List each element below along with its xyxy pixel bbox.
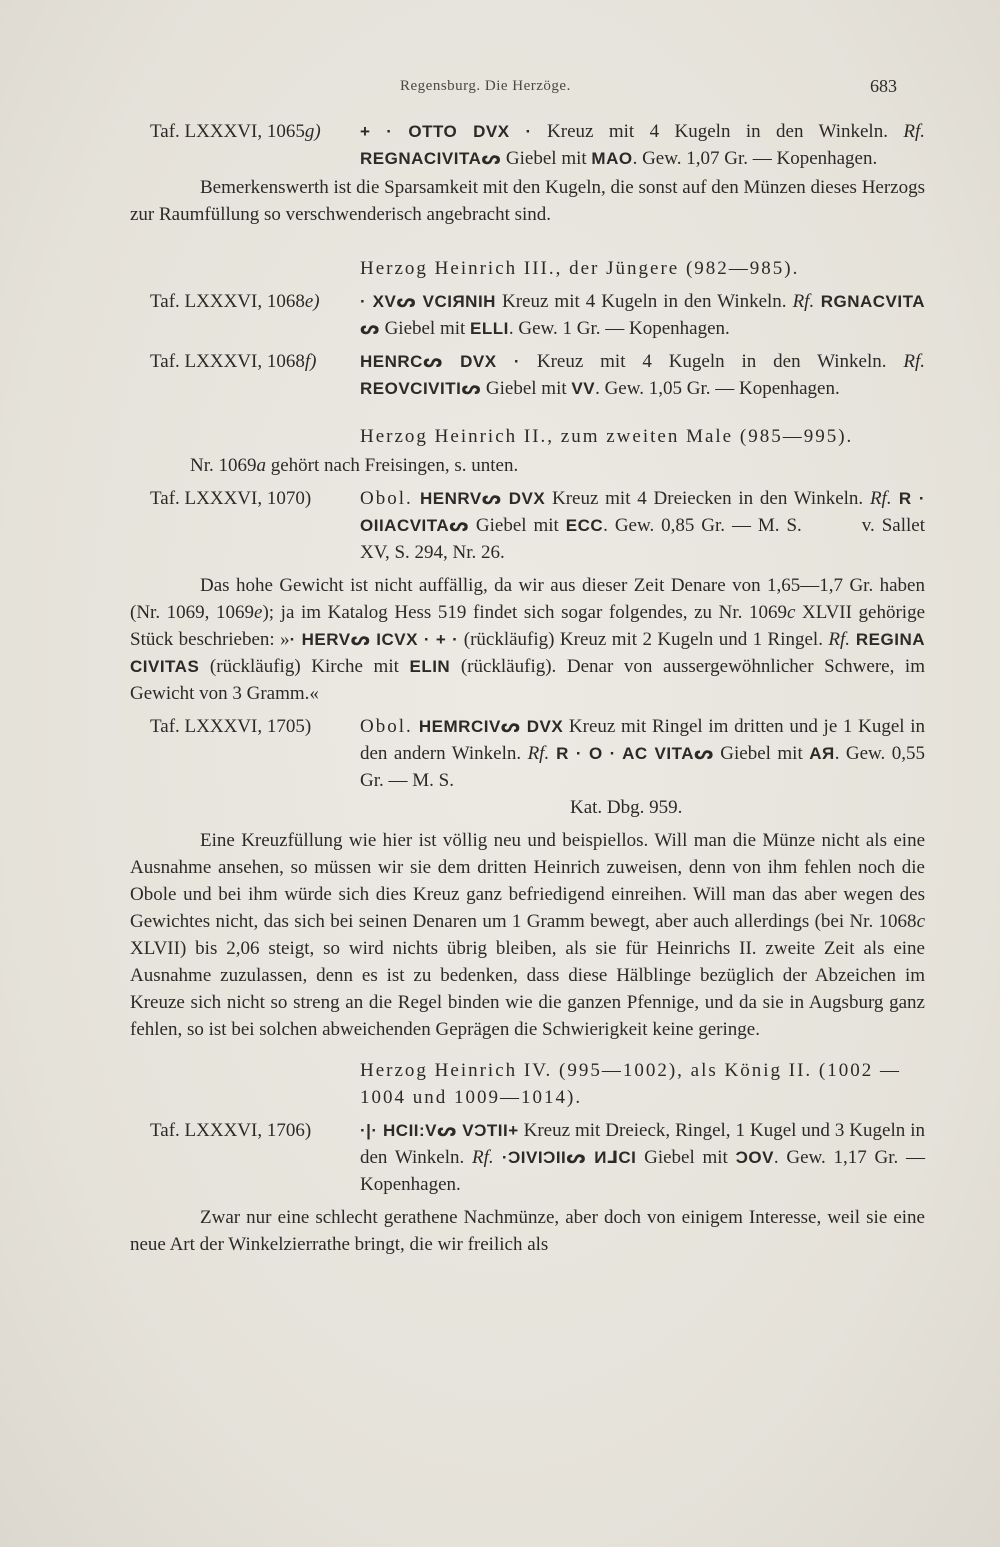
- plate-reference: Taf. LXXXVI, 1068e): [150, 291, 320, 312]
- coin-entry-1068f: [0, 348, 1000, 402]
- reverse-abbrev: Rf.: [903, 121, 925, 142]
- cross-reference-1069a: Nr. 1069a gehört nach Freisingen, s. unten.: [190, 455, 519, 476]
- obverse-legend: HEMRCIVᔕ DVX: [412, 717, 564, 736]
- plate-reference: Taf. LXXXVI, 1706): [150, 1120, 312, 1141]
- closing-paragraph: Zwar nur eine schlecht gerathene Nachmünze, aber doch von einigem Interesse, weil sie eine neue Art der Winkelzierrathe bringt, die wir freilich als: [130, 1207, 925, 1255]
- obverse-legend: + · OTTO DVX ·: [360, 122, 532, 141]
- reverse-legend: REOVCIVITIᔕ: [360, 379, 482, 398]
- page-header: [0, 78, 1000, 102]
- denomination-label: Obol.: [360, 716, 413, 737]
- page-number: 683: [870, 76, 897, 96]
- quoted-obverse-legend: · HERVᔕ ICVX · + ·: [289, 630, 459, 649]
- gable-legend: ELLI: [470, 319, 509, 338]
- coin-entry-1065g: [0, 118, 1000, 172]
- coin-entry-1705: [0, 713, 1000, 821]
- gable-legend: MAO: [591, 149, 633, 168]
- coin-description: ·|· HCII:Vᔕ VƆTII+ Kreuz mit Dreieck, Ringel, 1 Kugel und 3 Kugeln in den Winkeln. Rf. ·ƆIVIƆIIᔕ И⅃CI Giebel mit ƆOV. Gew. 1,17 Gr. — Kopenhagen.: [360, 1120, 925, 1195]
- section-heading-heinrich-iii: Herzog Heinrich III., der Jüngere (982—985).: [360, 258, 800, 279]
- reverse-legend: ·ƆIVIƆIIᔕ И⅃CI: [493, 1148, 637, 1167]
- plate-reference: Taf. LXXXVI, 1070): [150, 488, 312, 509]
- reverse-abbrev: Rf.: [869, 488, 892, 509]
- coin-description: · XVᔕ VCIЯNIH Kreuz mit 4 Kugeln in den Winkeln. Rf. RGNACVITA ᔕ Giebel mit ELLI. Gew. 1 Gr. — Kopenhagen.: [360, 291, 926, 339]
- obverse-legend: HENRCᔕ DVX ·: [360, 352, 521, 371]
- reverse-abbrev: Rf.: [792, 291, 815, 312]
- quoted-reverse-legend: REGINA CIVITAS: [130, 630, 925, 676]
- reverse-abbrev: Rf.: [471, 1147, 494, 1168]
- coin-entry-1070: [0, 485, 1000, 566]
- reverse-legend: RGNACVITA ᔕ: [360, 292, 926, 338]
- gable-legend: AЯ: [809, 744, 835, 763]
- page-text: [0, 118, 1000, 1258]
- plate-reference: Taf. LXXXVI, 1705): [150, 716, 312, 737]
- remark-paragraph: Bemerkenswerth ist die Sparsamkeit mit den Kugeln, die sonst auf den Münzen dieses Herzogs zur Raumfüllung so verschwenderisch angebracht sind.: [130, 177, 925, 225]
- weight-paragraph: Das hohe Gewicht ist nicht auffällig, da wir aus dieser Zeit Denare von 1,65—1,7 Gr. haben (Nr. 1069, 1069e); ja im Katalog Hess 519 findet sich sogar folgendes, zu Nr. 1069c XLVII gehörige Stück beschrieben: »· HERVᔕ ICVX · + · (rückläufig) Kreuz mit 2 Kugeln und 1 Ringel. Rf. REGINA CIVITAS (rückläufig) Kirche mit ELIN (rückläufig). Denar von aussergewöhnlicher Schwere, im Gewicht von 3 Gramm.«: [130, 575, 926, 704]
- section-heading-heinrich-iv: Herzog Heinrich IV. (995—1002), als König II. (1002 —1004 und 1009—1014).: [360, 1060, 901, 1108]
- gable-legend: ECC: [565, 516, 604, 535]
- plate-reference: Taf. LXXXVI, 1065g): [150, 121, 321, 142]
- reverse-legend: R · O · AC VITAᔕ: [549, 744, 714, 763]
- reverse-abbrev: Rf.: [527, 743, 550, 764]
- literature-reference: v. Sallet XV, S. 294, Nr. 26.: [360, 515, 925, 563]
- quoted-church-legend: ELIN: [409, 657, 451, 676]
- coin-description: Obol. HENRVᔕ DVX Kreuz mit 4 Dreiecken in den Winkeln. Rf. R · OIIACVITAᔕ Giebel mit ECC. Gew. 0,85 Gr. — M. S. v. Sallet XV, S. 294, Nr. 26.: [360, 488, 925, 563]
- running-head: Regensburg. Die Herzöge.: [400, 78, 571, 94]
- denomination-label: Obol.: [360, 488, 413, 509]
- section-heading-heinrich-ii: Herzog Heinrich II., zum zweiten Male (985—995).: [360, 426, 854, 447]
- coin-entry-1068e: [0, 288, 1000, 342]
- obverse-legend: · XVᔕ VCIЯNIH: [360, 292, 496, 311]
- gable-legend: VV: [571, 379, 596, 398]
- literature-reference: Kat. Dbg. 959.: [570, 797, 683, 818]
- obverse-legend: ·|· HCII:Vᔕ VƆTII+: [360, 1121, 519, 1140]
- reverse-abbrev: Rf.: [903, 351, 925, 372]
- reverse-legend: R · OIIACVITAᔕ: [360, 489, 925, 535]
- obverse-legend: HENRVᔕ DVX: [412, 489, 546, 508]
- gable-legend: ƆOV: [735, 1148, 774, 1167]
- plate-reference: Taf. LXXXVI, 1068f): [150, 351, 317, 372]
- coin-description: Obol. HEMRCIVᔕ DVX Kreuz mit Ringel im dritten und je 1 Kugel in den andern Winkeln. Rf. R · O · AC VITAᔕ Giebel mit AЯ. Gew. 0,55 Gr. — M. S. Kat. Dbg. 959.: [360, 716, 925, 818]
- coin-description: HENRCᔕ DVX · Kreuz mit 4 Kugeln in den Winkeln. Rf. REOVCIVITIᔕ Giebel mit VV. Gew. 1,05 Gr. — Kopenhagen.: [360, 351, 925, 399]
- reverse-legend: REGNACIVITAᔕ: [360, 149, 502, 168]
- coin-description: + · OTTO DVX · Kreuz mit 4 Kugeln in den Winkeln. Rf. REGNACIVITAᔕ Giebel mit MAO. Gew. 1,07 Gr. — Kopenhagen.: [360, 121, 925, 169]
- discussion-paragraph: Eine Kreuzfüllung wie hier ist völlig neu und beispiellos. Will man die Münze nicht als eine Ausnahme ansehen, so müssen wir sie dem dritten Heinrich zuweisen, denn von ihm fehlen noch die Obole und bei ihm würde sich dies Kreuz ganz befriedigend einreihen. Will man das aber wegen des Gewichtes nicht, das sich bei seinen Denaren um 1 Gramm bewegt, aber auch allerdings (bei Nr. 1068c XLVII) bis 2,06 steigt, so wird nichts übrig bleiben, als sie für Heinrichs II. zweite Zeit als eine Ausnahme zuzulassen, denn es ist zu bedenken, dass diese Hälblinge bezüglich der Abzeichen im Kreuze sich nicht so streng an die Regel binden wie die ganzen Pfennige, und da sie in Augsburg ganz fehlen, so ist bei solchen abweichenden Geprägen die Schwierigkeit keine geringe.: [130, 830, 925, 1040]
- coin-entry-1706: [0, 1117, 1000, 1198]
